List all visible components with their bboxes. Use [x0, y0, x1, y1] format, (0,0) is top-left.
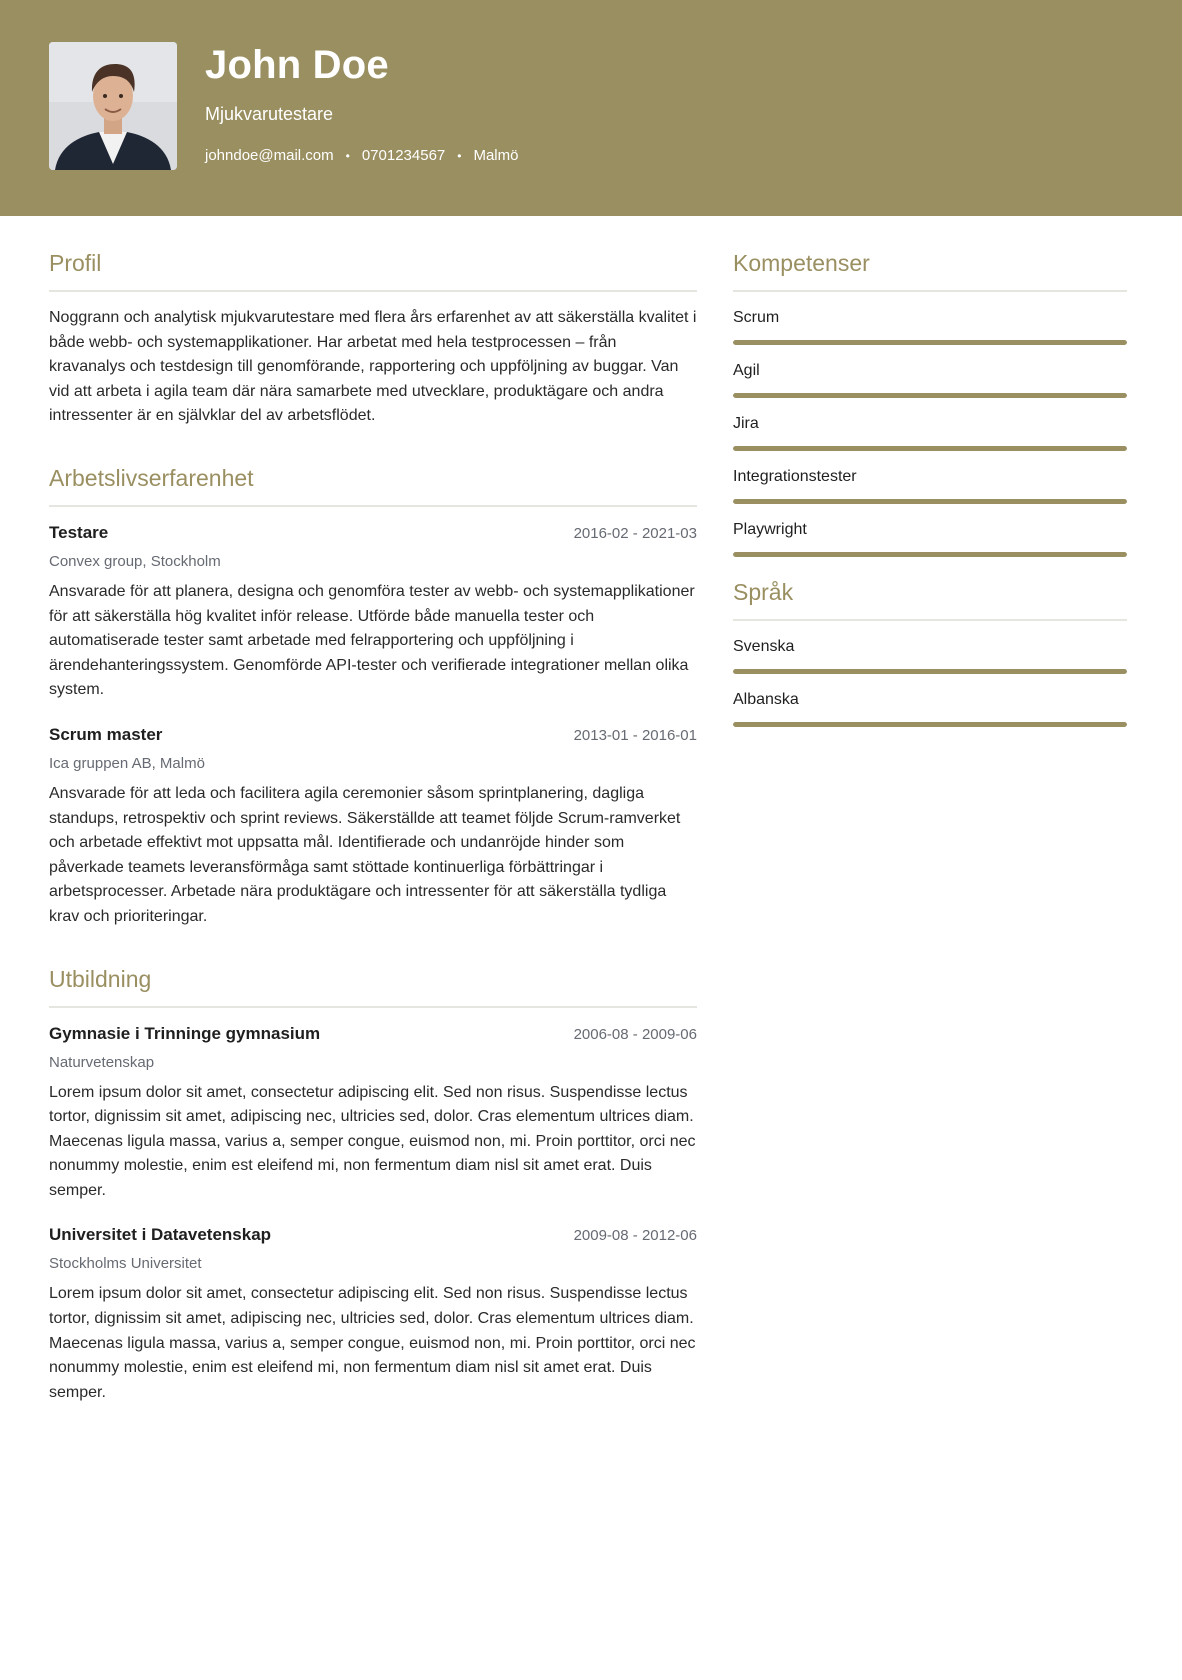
skill-level-bar: [733, 552, 1127, 557]
entry-date: 2016-02 - 2021-03: [573, 524, 697, 542]
entry-organization: Ica gruppen AB, Malmö: [49, 754, 205, 772]
language-level-fill: [733, 722, 1127, 727]
entry-title: Universitet i Datavetenskap: [49, 1225, 272, 1245]
entry-date: 2009-08 - 2012-06: [573, 1227, 697, 1245]
email-text: johndoe@mail.com: [205, 147, 334, 164]
section-heading: Profil: [49, 248, 697, 292]
education-entry: [49, 1022, 697, 1204]
section-heading: Språk: [733, 577, 1127, 621]
entry-date: 2013-01 - 2016-01: [573, 726, 697, 744]
skill-level-fill: [733, 446, 1127, 451]
skill-level-bar: [733, 446, 1127, 451]
language-name: Albanska: [733, 691, 799, 708]
skill-level-fill: [733, 552, 1127, 557]
contact-line: [205, 146, 518, 166]
skill-item: [733, 359, 1127, 398]
language-name: Svenska: [733, 638, 795, 655]
skill-level-bar: [733, 393, 1127, 398]
section-heading: Utbildning: [49, 964, 697, 1008]
entry-description: Ansvarade för att leda och facilitera agila ceremonier såsom sprintplanering, dagliga standups, retrospektiv och sprint reviews. Säkerställde att teamet följde Scrum-ramverket och arbetade effektivt mot uppsatta mål. Identifierade och undanröjde hinder som påverkade teamets leveransförmåga samt stöttade kontinuerliga förbättringar i arbetsprocesser. Arbetade nära produktägare och intressenter för att säkerställa tydliga krav och prioriteringar.: [49, 784, 681, 925]
phone-text: 0701234567: [361, 147, 446, 164]
skill-item: [733, 518, 1127, 557]
skill-name: Scrum: [733, 309, 780, 326]
experience-entry: [49, 521, 697, 703]
language-level-bar: [733, 669, 1127, 674]
experience-section: [49, 463, 697, 930]
separator-dot: •: [457, 149, 462, 163]
entry-organization: Naturvetenskap: [49, 1053, 155, 1071]
education-section: [49, 964, 697, 1406]
experience-entry: [49, 723, 697, 930]
entry-description: Ansvarade för att planera, designa och genomföra tester av webb- och systemapplikationer för att säkerställa hög kvalitet inför release. Utförde både manuella tester och automatiserade tester samt arbetade med felrapportering och uppföljning i ärendehanteringssystem. Genomförde API-tester och verifierade integrationer mellan olika system.: [49, 582, 695, 699]
language-level-bar: [733, 722, 1127, 727]
skill-name: Agil: [733, 362, 760, 379]
skill-item: [733, 412, 1127, 451]
profile-text: Noggrann och analytisk mjukvarutestare med flera års erfarenhet av att säkerställa kvalitet i både webb- och systemapplikationer. Har arbetat med hela testprocessen – från kravanalys och testdesign till genomförande, rapportering och uppföljning av buggar. Van vid att arbeta i agila team där nära samarbete med utvecklare, produktägare och andra intressenter är en självklar del av arbetsflödet.: [49, 309, 697, 425]
skill-name: Playwright: [733, 521, 807, 538]
skill-level-bar: [733, 499, 1127, 504]
candidate-name: John Doe: [205, 43, 389, 87]
separator-dot: •: [345, 149, 350, 163]
section-heading: Arbetslivserfarenhet: [49, 463, 697, 507]
city-text: Malmö: [473, 147, 519, 164]
entry-organization: Convex group, Stockholm: [49, 552, 221, 570]
languages-section: [733, 577, 1127, 727]
education-entry: [49, 1223, 697, 1405]
portrait-image: [49, 42, 177, 170]
entry-title: Testare: [49, 522, 109, 542]
skill-level-fill: [733, 340, 1127, 345]
entry-description: Lorem ipsum dolor sit amet, consectetur adipiscing elit. Sed non risus. Suspendisse lectus tortor, dignissim sit amet, adipiscing nec, ultricies sed, dolor. Cras elementum ultrices diam. Maecenas ligula massa, varius a, semper congue, euismod non, mi. Proin porttitor, orci nec nonummy molestie, enim est eleifend mi, non fermentum diam nisl sit amet erat. Duis semper.: [49, 1083, 696, 1199]
main-column: [49, 248, 697, 1439]
entry-date: 2006-08 - 2009-06: [573, 1025, 697, 1043]
language-item: [733, 635, 1127, 674]
skill-level-fill: [733, 393, 1127, 398]
entry-title: Scrum master: [49, 724, 163, 744]
language-level-fill: [733, 669, 1127, 674]
skill-item: [733, 465, 1127, 504]
skill-level-fill: [733, 499, 1127, 504]
skill-item: [733, 306, 1127, 345]
skills-section: [733, 248, 1127, 557]
cv-header: [0, 0, 1182, 216]
language-item: [733, 688, 1127, 727]
side-column: [733, 248, 1127, 747]
entry-description: Lorem ipsum dolor sit amet, consectetur adipiscing elit. Sed non risus. Suspendisse lectus tortor, dignissim sit amet, adipiscing nec, ultricies sed, dolor. Cras elementum ultrices diam. Maecenas ligula massa, varius a, semper congue, euismod non, mi. Proin porttitor, orci nec nonummy molestie, enim est eleifend mi, non fermentum diam nisl sit amet erat. Duis semper.: [49, 1285, 696, 1401]
job-title: Mjukvarutestare: [205, 104, 334, 124]
entry-title: Gymnasie i Trinninge gymnasium: [49, 1023, 321, 1043]
profile-photo: [49, 42, 177, 170]
skill-level-bar: [733, 340, 1127, 345]
entry-organization: Stockholms Universitet: [49, 1255, 202, 1273]
section-heading: Kompetenser: [733, 248, 1127, 292]
skill-name: Integrationstester: [733, 468, 857, 485]
profile-section: [49, 248, 697, 429]
skill-name: Jira: [733, 415, 759, 432]
